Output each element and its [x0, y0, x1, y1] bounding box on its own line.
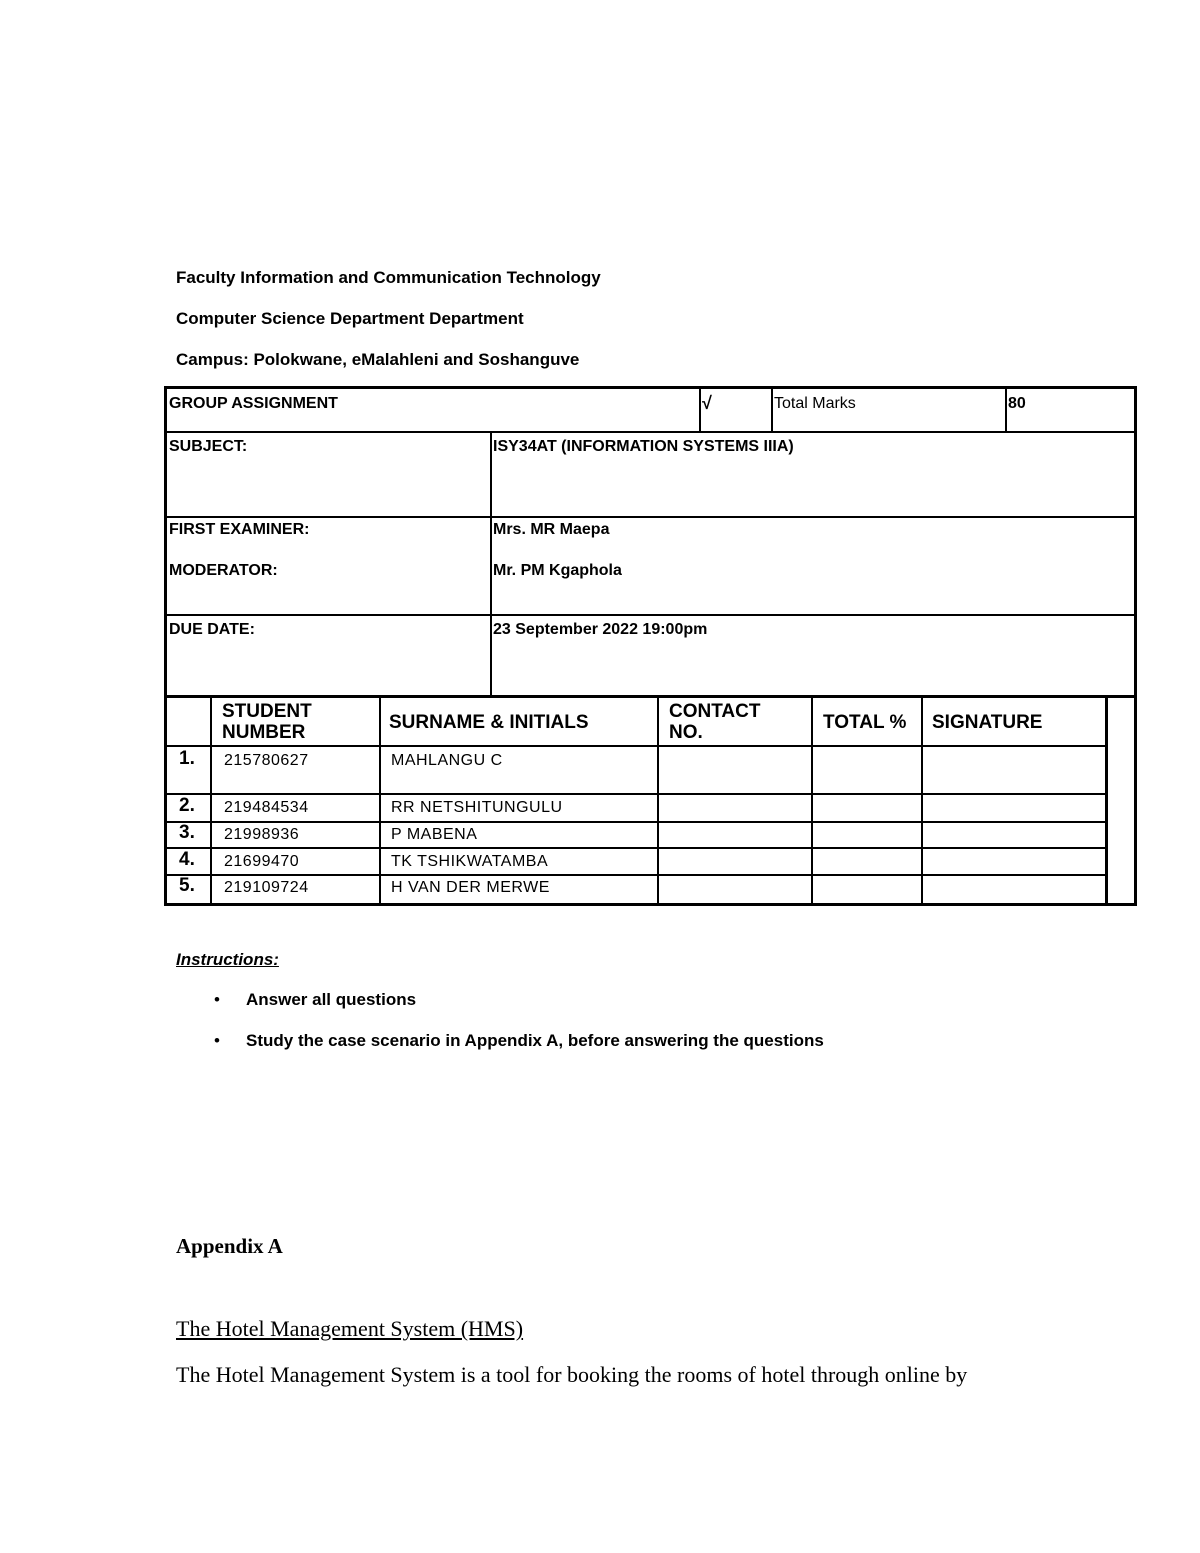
student-table [164, 696, 1137, 906]
student-name: RR NETSHITUNGULU [391, 799, 563, 816]
due-date-value: 23 September 2022 19:00pm [493, 621, 708, 638]
bullet-icon: • [214, 990, 220, 1009]
moderator-label: MODERATOR: [169, 562, 278, 579]
instruction-item: Answer all questions [246, 990, 417, 1009]
subject-value: ISY34AT (INFORMATION SYSTEMS IIIA) [493, 438, 794, 455]
table-rule [167, 516, 1134, 518]
table-rule [921, 696, 923, 903]
row-index: 2. [179, 795, 195, 816]
table-rule [167, 847, 1107, 849]
table-rule [699, 389, 701, 431]
bullet-icon: • [214, 1031, 220, 1050]
student-name: H VAN DER MERWE [391, 879, 550, 896]
table-rule [210, 696, 212, 903]
total-marks-label: Total Marks [774, 395, 856, 412]
student-name: P MABENA [391, 826, 478, 843]
table-rule [167, 614, 1134, 616]
faculty-line: Faculty Information and Communication Technology [176, 268, 601, 287]
due-date-label: DUE DATE: [169, 621, 255, 638]
table-rule [167, 874, 1107, 876]
table-rule [1105, 696, 1108, 903]
row-index: 4. [179, 849, 195, 870]
first-examiner-value: Mrs. MR Maepa [493, 521, 610, 538]
student-number: 21699470 [224, 853, 300, 870]
assignment-type: GROUP ASSIGNMENT [169, 395, 338, 412]
table-rule [167, 821, 1107, 823]
total-marks-value: 80 [1008, 395, 1026, 412]
department-line: Computer Science Department Department [176, 309, 524, 328]
instructions-title: Instructions: [176, 950, 279, 969]
student-number: 21998936 [224, 826, 300, 843]
student-number: 219109724 [224, 879, 309, 896]
table-rule [167, 793, 1107, 795]
header-surname-initials: SURNAME & INITIALS [389, 712, 589, 733]
student-name: MAHLANGU C [391, 752, 503, 769]
table-rule [490, 431, 492, 698]
table-rule [379, 696, 381, 903]
first-examiner-label: FIRST EXAMINER: [169, 521, 310, 538]
subject-label: SUBJECT: [169, 438, 248, 455]
student-number: 219484534 [224, 799, 309, 816]
hms-heading: The Hotel Management System (HMS) [176, 1316, 524, 1341]
table-rule [657, 696, 659, 903]
header-total-percent: TOTAL % [823, 712, 907, 733]
row-index: 3. [179, 822, 195, 843]
student-name: TK TSHIKWATAMBA [391, 853, 549, 870]
row-index: 1. [179, 748, 195, 769]
table-rule [811, 696, 813, 903]
check-mark: √ [702, 393, 712, 413]
table-rule [167, 431, 1134, 433]
hms-body-text: The Hotel Management System is a tool for booking the rooms of hotel through online by [176, 1362, 968, 1387]
student-number: 215780627 [224, 752, 309, 769]
table-rule [771, 389, 773, 431]
table-rule [1005, 389, 1007, 431]
campus-line: Campus: Polokwane, eMalahleni and Soshanguve [176, 350, 580, 369]
appendix-title: Appendix A [176, 1234, 283, 1258]
header-signature: SIGNATURE [932, 712, 1043, 733]
row-index: 5. [179, 875, 195, 896]
instruction-item: Study the case scenario in Appendix A, before answering the questions [246, 1031, 824, 1050]
assignment-info-table [164, 386, 1137, 698]
header-student-number: STUDENT NUMBER [222, 701, 312, 743]
header-contact-no: CONTACT NO. [669, 701, 761, 743]
moderator-value: Mr. PM Kgaphola [493, 562, 622, 579]
table-rule [167, 745, 1107, 747]
